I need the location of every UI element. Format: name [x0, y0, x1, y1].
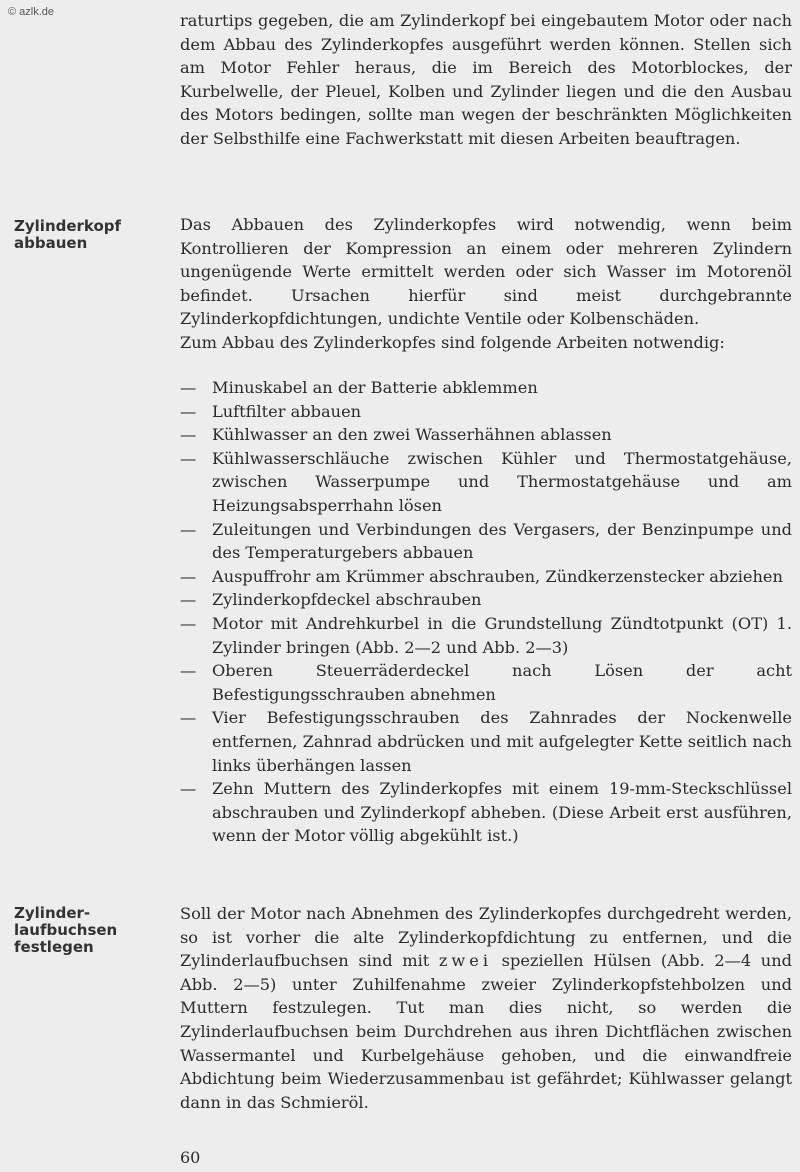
step-text: Zuleitungen und Verbindungen des Vergasers, der Benzinpumpe und des Temperaturgebers abbauen	[212, 519, 792, 563]
text-part: speziellen Hülsen (Abb. 2—4 und Abb. 2—5) unter Zuhilfenahme zweier Zylinderkopfstehbolzen und Muttern festzulegen. Tut man dies nicht, so werden die Zylinderlaufbuchsen beim Durchdrehen aus ihren Dichtflächen zwischen Wassermantel und Kurbelgehäuse gehoben, und die einwandfreie Abdichtung beim Wiederzusammenbau ist gefährdet; Kühlwasser gelangt dann in das Schmieröl.	[180, 951, 792, 1112]
step-text: Zehn Muttern des Zylinderkopfes mit einem 19-mm-Steckschlüssel abschrauben und Zylinderkopf abheben. (Diese Arbeit erst ausführen, wenn der Motor völlig abgekühlt ist.)	[212, 779, 792, 846]
step-text: Vier Befestigungsschrauben des Zahnrades der Nockenwelle entfernen, Zahnrad abdrücken und mit aufgelegter Kette seitlich nach links überhängen lassen	[212, 708, 792, 775]
dash-marker: —	[180, 401, 197, 421]
dash-marker: —	[180, 448, 197, 468]
section-heading-zylinderkopf-abbauen	[14, 218, 164, 252]
intro-paragraph: raturtips gegeben, die am Zylinderkopf bei eingebautem Motor oder nach dem Abbau des Zylinderkopfes ausgeführt werden können. Stellen sich am Motor Fehler heraus, die im Bereich des Motorblockes, der Kurbelwelle, der Pleuel, Kolben und Zylinder liegen und die den Ausbau des Motors bedingen, sollte man wegen der beschränkten Möglichkeiten der Selbsthilfe eine Fachwerkstatt mit diesen Arbeiten beauftragen.	[180, 11, 792, 148]
step-text: Oberen Steuerräderdeckel nach Lösen der acht Befestigungsschrauben abnehmen	[212, 661, 792, 704]
heading-line: abbauen	[14, 234, 88, 252]
step-text: Zylinderkopfdeckel abschrauben	[212, 590, 482, 610]
heading-line: festlegen	[14, 938, 94, 956]
list-item	[180, 706, 792, 777]
list-item	[180, 423, 792, 447]
dash-marker: —	[180, 708, 197, 728]
section1-list-intro: Zum Abbau des Zylinderkopfes sind folgende Arbeiten notwendig:	[180, 333, 725, 352]
list-item	[180, 400, 792, 424]
list-item	[180, 777, 792, 848]
section1-paragraph: Das Abbauen des Zylinderkopfes wird notwendig, wenn beim Kontrollieren der Kompression an einem oder mehreren Zylindern ungenügende Werte ermittelt werden oder sich Wasser im Motorenöl befindet. Ursachen hierfür sind meist durchgebrannte Zylinderkopfdichtungen, undichte Ventile oder Kolbenschäden.	[180, 215, 792, 329]
heading-line: laufbuchsen	[14, 921, 118, 939]
section2-paragraph	[180, 902, 792, 1114]
emphasized-word: zwei	[438, 951, 493, 971]
heading-line: Zylinderkopf	[14, 217, 122, 235]
list-item	[180, 612, 792, 659]
section-heading-zylinderlaufbuchsen-festlegen	[14, 905, 164, 956]
step-text: Kühlwasser an den zwei Wasserhähnen ablassen	[212, 425, 612, 445]
list-item	[180, 447, 792, 518]
step-text: Auspuffrohr am Krümmer abschrauben, Zündkerzenstecker abziehen	[212, 566, 783, 586]
text-part: Soll der Motor nach Abnehmen des Zylinderkopfes durchgedreht werden, so ist vorher die alte Zylinderkopfdichtung zu entfernen, und die Zylinderlaufbuchsen sind mit	[180, 904, 792, 971]
watermark: © azlk.de	[8, 6, 55, 18]
step-text: Luftfilter abbauen	[212, 401, 362, 421]
list-item	[180, 659, 792, 706]
list-item	[180, 376, 792, 400]
dash-marker: —	[180, 378, 197, 397]
dash-marker: —	[180, 425, 197, 445]
step-text: Minuskabel an der Batterie abklemmen	[212, 378, 538, 397]
step-text: Kühlwasserschläuche zwischen Kühler und Thermostatgehäuse, zwischen Wasserpumpe und Thermostatgehäuse und am Heizungsabsperrhahn lösen	[212, 448, 792, 515]
list-item	[180, 518, 792, 565]
list-item	[180, 588, 792, 612]
disassembly-steps-list	[180, 376, 792, 848]
dash-marker: —	[180, 519, 197, 539]
dash-marker: —	[180, 566, 197, 586]
dash-marker: —	[180, 590, 197, 610]
heading-line: Zylinder-	[14, 904, 91, 922]
step-text: Motor mit Andrehkurbel in die Grundstellung Zündtotpunkt (OT) 1. Zylinder bringen (Abb. 2—2 und Abb. 2—3)	[212, 613, 792, 657]
dash-marker: —	[180, 661, 197, 681]
list-item	[180, 565, 792, 589]
dash-marker: —	[180, 779, 197, 799]
page-number: 60	[180, 1148, 201, 1167]
dash-marker: —	[180, 613, 197, 633]
